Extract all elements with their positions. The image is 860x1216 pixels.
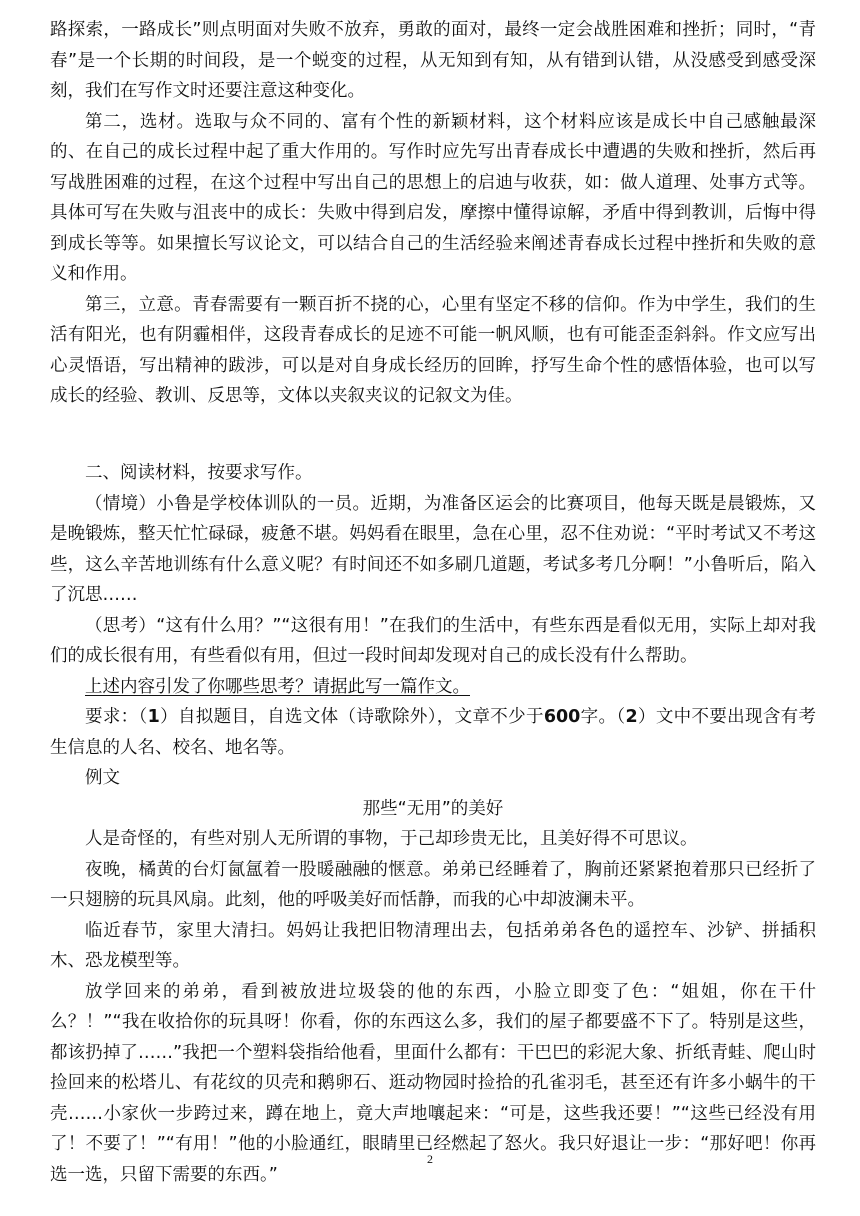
- paragraph-material-selection: 第二，选材。选取与众不同的、富有个性的新颖材料，这个材料应该是成长中自己感触最深的、在自己的成长过程中起了重大作用的。写作时应先写出青春成长中遭遇的失败和挫折，然后再写战胜困难的过程，在这个过程中写出自己的思想上的启迪与收获，如：做人道理、处事方式等。具体可写在失败与沮丧中的成长：失败中得到启发，摩擦中懂得谅解，矛盾中得到教训，后悔中得到成长等等。如果擅长写议论文，可以结合自己的生活经验来阐述青春成长过程中挫折和失败的意义和作用。: [50, 111, 816, 284]
- section-a: [50, 15, 816, 412]
- writing-prompt: [50, 672, 816, 703]
- paragraph-situation: （情境）小鲁是学校体训队的一员。近期，为准备区运会的比赛项目，他每天既是晨锻炼，又是晚锻炼，整天忙忙碌碌，疲惫不堪。妈妈看在眼里，急在心里，忍不住劝说：“平时考试又不考这些，这么辛苦地训练有什么意义呢？有时间还不如多刷几道题，考试多考几分啊！”小鲁听后，陷入了沉思……: [50, 493, 816, 605]
- req-mid-1: ）自拟题目，自选文体（诗歌除外），文章不少于: [159, 707, 544, 727]
- essay-paragraph: 放学回来的弟弟，看到被放进垃圾袋的他的东西，小脸立即变了色：“姐姐，你在干什么？！”“我在收拾你的玩具呀！你看，你的东西这么多，我们的屋子都要盛不下了。特别是这些，都该扔掉了……”我把一个塑料袋指给他看，里面什么都有：干巴巴的彩泥大象、折纸青蛙、爬山时捡回来的松塔儿、有花纹的贝壳和鹅卵石、逛动物园时捡拾的孔雀羽毛，甚至还有许多小蜗牛的干壳……小家伙一步跨过来，蹲在地上，竟大声地嚷起来：“可是，这些我还要！”“这些已经没有用了！不要了！”“有用！”他的小脸通红，眼睛里已经燃起了怒火。我只好退让一步：“那好吧！你再选一选，只留下需要的东西。”: [50, 981, 816, 1185]
- section-heading: 二、阅读材料，按要求写作。: [85, 463, 313, 483]
- req-number-2: 2: [625, 707, 638, 727]
- essay-paragraph: 夜晚，橘黄的台灯氤氲着一股暖融融的惬意。弟弟已经睡着了，胸前还紧紧抱着那只已经折了一只翅膀的玩具风扇。此刻，他的呼吸美好而恬静，而我的心中却波澜未平。: [50, 859, 816, 910]
- essay-paragraph: 人是奇怪的，有些对别人无所谓的事物，于己却珍贵无比，且美好得不可思议。: [85, 829, 698, 849]
- req-mid-2: 字。（: [580, 707, 626, 727]
- essay-paragraph: 临近春节，家里大清扫。妈妈让我把旧物清理出去，包括弟弟各色的遥控车、沙铲、拼插积木、恐龙模型等。: [50, 920, 816, 971]
- req-number-1: 1: [147, 707, 160, 727]
- req-word-count: 600: [543, 707, 581, 727]
- essay-title: 那些“无用”的美好: [362, 798, 504, 819]
- example-label: 例文: [85, 768, 120, 788]
- paragraph-thinking: （思考）“这有什么用？”“这很有用！”在我们的生活中，有些东西是看似无用，实际上却对我们的成长很有用，有些看似有用，但过一段时间却发现对自己的成长没有什么帮助。: [50, 615, 816, 666]
- section-b: [50, 458, 816, 1190]
- paragraph-theme-change: 路探索，一路成长”则点明面对失败不放弃，勇敢的面对，最终一定会战胜困难和挫折；同时，“青春”是一个长期的时间段，是一个蜕变的过程，从无知到有知，从有错到认错，从没感受到感受深刻，我们在写作文时还要注意这种变化。: [50, 20, 816, 101]
- page-number: 2: [427, 1152, 433, 1166]
- writing-prompt-text: 上述内容引发了你哪些思考？请据此写一篇作文。: [85, 676, 470, 697]
- req-post: ）文中不要出现含有考生信息的人名、校名、地名等。: [50, 707, 817, 758]
- paragraph-theme-intent: 第三，立意。青春需要有一颗百折不挠的心，心里有坚定不移的信仰。作为中学生，我们的生活有阳光，也有阴霾相伴，这段青春成长的足迹不可能一帆风顺，也有可能歪歪斜斜。作文应写出心灵悟语，写出精神的跋涉，可以是对自身成长经历的回眸，抒写生命个性的感悟体验，也可以写成长的经验、教训、反思等，文体以夹叙夹议的记叙文为佳。: [50, 294, 816, 406]
- paragraph-requirements: [50, 702, 816, 763]
- req-pre: 要求：（: [85, 707, 148, 727]
